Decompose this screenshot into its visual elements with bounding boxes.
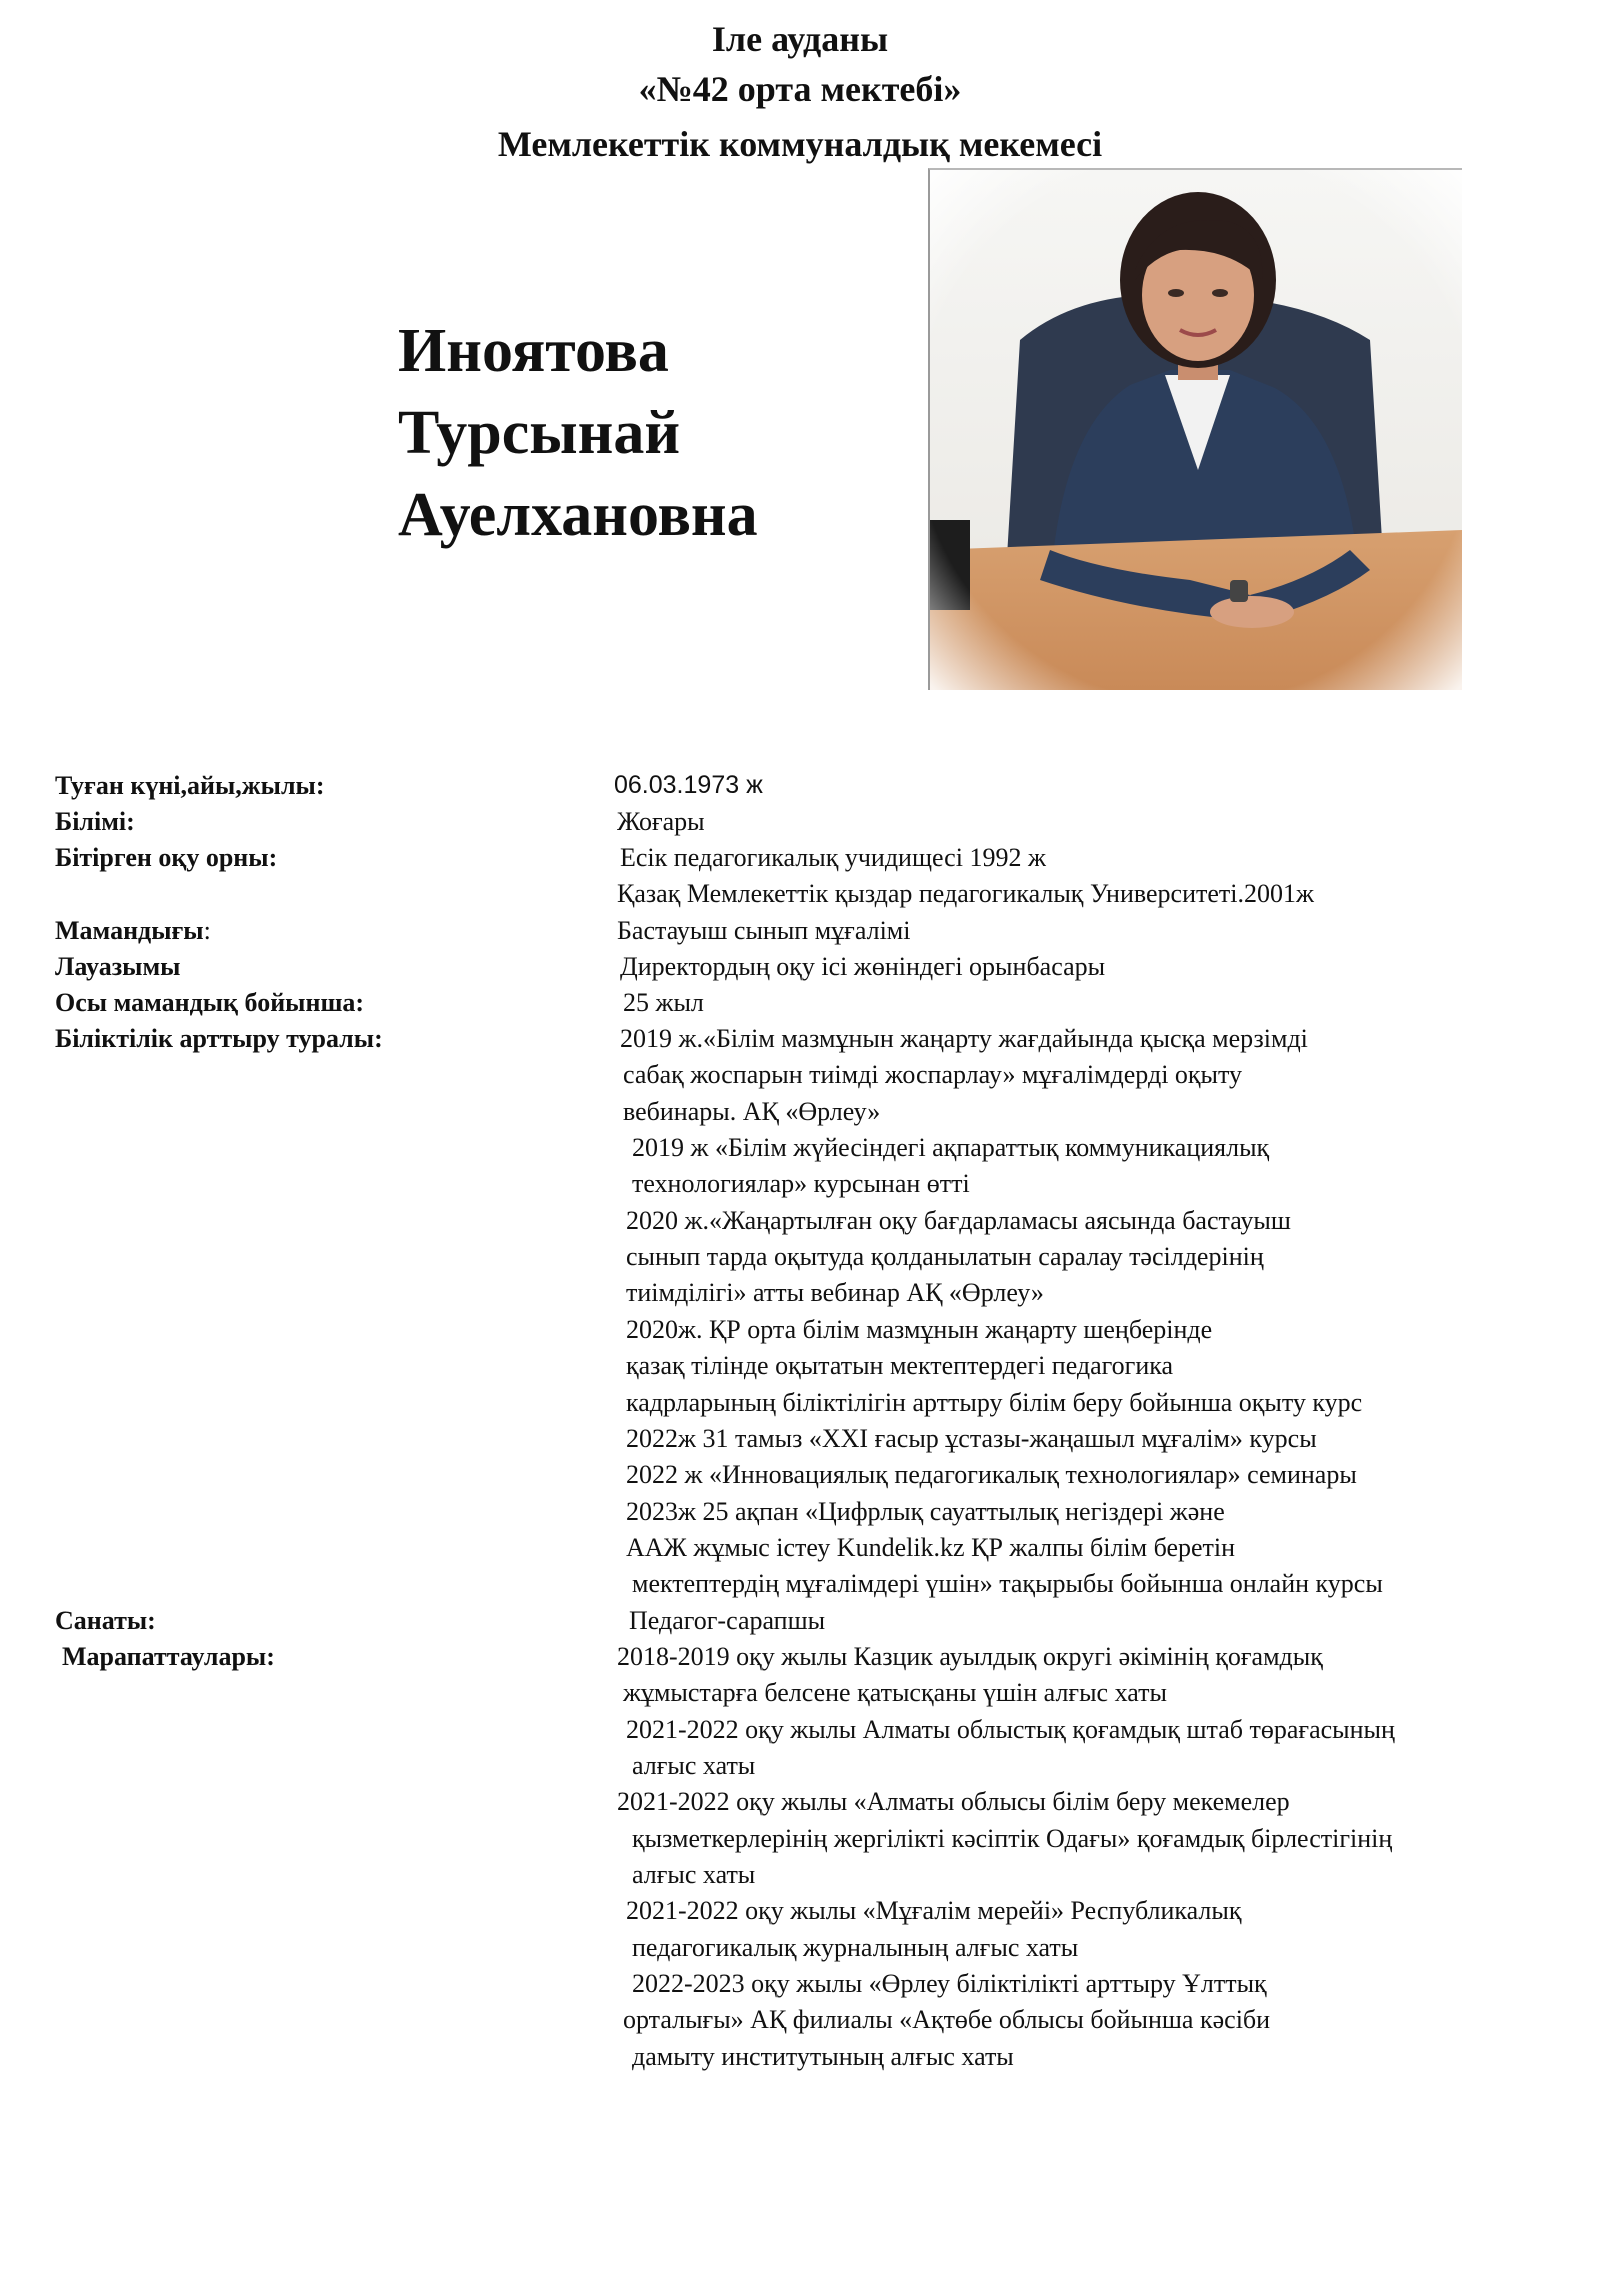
- institution-type-title: Мемлекеттік коммуналдық мекемесі: [497, 124, 1103, 164]
- qualification-line: вебинары. АҚ «Өрлеу»: [623, 1097, 881, 1126]
- institution-label: Бітірген оқу орны:: [55, 843, 278, 872]
- school-title: «№42 орта мектебі»: [638, 69, 962, 109]
- qualification-line: 2019 ж «Білім жүйесіндегі ақпараттық коммуникациялық: [632, 1133, 1270, 1162]
- education-label: Білімі:: [55, 807, 135, 836]
- qualification-line: технологиялар» курсынан өтті: [632, 1169, 970, 1198]
- institution-line: Есік педагогикалық учидищесі 1992 ж: [620, 843, 1046, 872]
- education-value: Жоғары: [617, 807, 705, 836]
- position-value: Директордың оқу ісі жөніндегі орынбасары: [620, 952, 1106, 981]
- institution-line: Қазақ Мемлекеттік қыздар педагогикалық Университеті.2001ж: [617, 879, 1314, 908]
- experience-value: 25 жыл: [623, 988, 704, 1017]
- first-name: Турсынай: [398, 399, 681, 467]
- awards-line: 2022-2023 оқу жылы «Өрлеу біліктілікті арттыру Ұлттық: [632, 1969, 1267, 1998]
- qualification-line: ААЖ жұмыс істеу Kundelik.kz ҚР жалпы білім беретін: [626, 1533, 1236, 1562]
- awards-line: педагогикалық журналының алғыс хаты: [632, 1933, 1079, 1962]
- qualification-line: 2019 ж.«Білім мазмұнын жаңарту жағдайында қысқа мерзімді: [620, 1024, 1308, 1053]
- qualification-line: кадрларының біліктілігін арттыру білім беру бойынша оқыту курс: [626, 1388, 1363, 1417]
- awards-line: орталығы» АҚ филиалы «Ақтөбе облысы бойынша кәсіби: [623, 2005, 1271, 2034]
- awards-line: қызметкерлерінің жергілікті кәсіптік Одағы» қоғамдық бірлестігінің: [632, 1824, 1393, 1853]
- awards-line: 2021-2022 оқу жылы «Алматы облысы білім беру мекемелер: [617, 1787, 1290, 1816]
- awards-line: 2021-2022 оқу жылы «Мұғалім мерейі» Республикалық: [626, 1896, 1242, 1925]
- surname: Иноятова: [398, 317, 669, 385]
- qualification-line: 2020ж. ҚР орта білім мазмұнын жаңарту шеңберінде: [626, 1315, 1213, 1344]
- specialty-label: [55, 916, 211, 946]
- category-label: Санаты:: [55, 1606, 156, 1635]
- awards-line: жұмыстарға белсене қатысқаны үшін алғыс хаты: [623, 1678, 1167, 1707]
- teacher-full-name: [398, 310, 758, 556]
- portrait-icon: [930, 170, 1462, 690]
- teacher-portrait-photo: [928, 168, 1462, 690]
- experience-label: Осы мамандық бойынша:: [55, 988, 365, 1017]
- awards-line: алғыс хаты: [632, 1860, 756, 1889]
- qualification-line: сабақ жоспарын тиімді жоспарлау» мұғалімдерді оқыту: [623, 1060, 1243, 1089]
- category-value: Педагог-сарапшы: [629, 1606, 826, 1635]
- qualification-line: сынып тарда оқытуда қолданылатын саралау тәсілдерінің: [626, 1242, 1264, 1271]
- awards-label: Марапаттаулары:: [62, 1642, 275, 1671]
- awards-line: 2018-2019 оқу жылы Казцик ауылдық округі әкімінің қоғамдық: [617, 1642, 1323, 1671]
- specialty-label-colon: :: [203, 916, 211, 945]
- qualification-line: тиімділігі» атты вебинар АҚ «Өрлеу»: [626, 1278, 1044, 1307]
- birth-date-value: 06.03.1973 ж: [614, 771, 763, 799]
- qualification-line: 2022ж 31 тамыз «XXI ғасыр ұстазы-жаңашыл мұғалім» курсы: [626, 1424, 1317, 1453]
- qualification-line: мектептердің мұғалімдері үшін» тақырыбы бойынша онлайн курсы: [632, 1569, 1383, 1598]
- specialty-value: Бастауыш сынып мұғалімі: [617, 916, 911, 945]
- position-label: Лауазымы: [55, 952, 181, 981]
- awards-line: 2021-2022 оқу жылы Алматы облыстық қоғамдық штаб төрағасының: [626, 1715, 1395, 1744]
- district-title: Іле ауданы: [711, 19, 889, 59]
- qualification-line: 2022 ж «Инновациялық педагогикалық технологиялар» семинары: [626, 1460, 1357, 1489]
- birth-date-label: Туған күні,айы,жылы:: [55, 771, 325, 800]
- specialty-label-text: Мамандығы: [55, 916, 204, 945]
- awards-line: алғыс хаты: [632, 1751, 756, 1780]
- qualification-label: Біліктілік арттыру туралы:: [55, 1024, 383, 1053]
- patronymic: Ауелхановна: [398, 481, 758, 549]
- qualification-line: қазақ тілінде оқытатын мектептердегі педагогика: [626, 1351, 1174, 1380]
- awards-line: дамыту институтының алғыс хаты: [632, 2042, 1014, 2071]
- qualification-line: 2023ж 25 ақпан «Цифрлық сауаттылық негіздері және: [626, 1497, 1225, 1526]
- qualification-line: 2020 ж.«Жаңартылған оқу бағдарламасы аясында бастауыш: [626, 1206, 1291, 1235]
